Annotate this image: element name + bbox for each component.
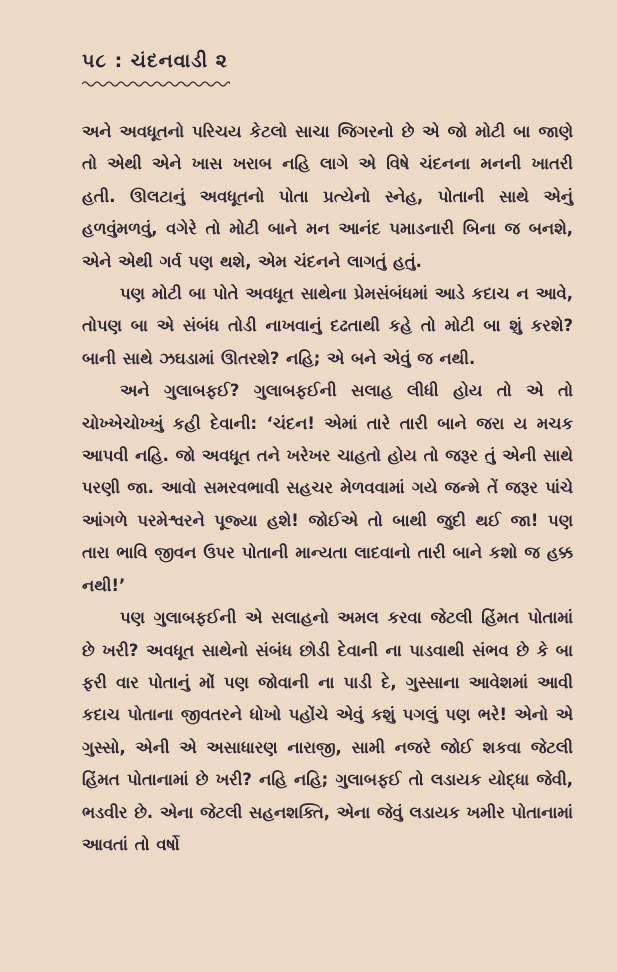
running-head — [82, 48, 573, 74]
header-separator: : — [114, 50, 124, 72]
book-title: ચંદનવાડી ૨ — [130, 50, 228, 72]
page-number: ૫૮ — [82, 50, 107, 72]
paragraph-4: પણ ગુલાબફઈની એ સલાહનો અમલ કરવા જેટલી હિંમત પોતામાં છે ખરી? અવધૂત સાથેનો સંબંધ છોડી દેવાની ના પાડવાથી સંભવ છે કે બા ફરી વાર પોતાનું મોં પણ જોવાની ના પાડી દે, ગુસ્સાના આવેશમાં આવી કદાચ પોતાના જીવતરને ધોખો પહોંચે એવું કશું પગલું પણ ભરે! એનો એ ગુસ્સો, એની એ અસાધારણ નારાજી, સામી નજરે જોઈ શકવા જેટલી હિંમત પોતાનામાં છે ખરી? નહિ નહિ; ગુલાબફઈ તો લડાયક યોદ્ધા જેવી, ભડવીર છે. એના જેટલી સહનશક્તિ, એના જેવું લડાયક ખમીર પોતાનામાં આવતાં તો વર્ષો — [82, 608, 573, 854]
paragraph-1: અને અવધૂતનો પરિચય કેટલો સાચા જિગરનો છે એ જો મોટી બા જાણે તો એથી એને ખાસ ખરાબ નહિ લાગે એ વિષે ચંદનના મનની ખાતરી હતી. ઊલટાનું અવધૂતનો પોતા પ્રત્યેનો સ્નેહ, પોતાની સાથે એનું હળવુંમળવું, વગેરે તો મોટી બાને મન આનંદ પમાડનારી બિના જ બનશે, એને એથી ગર્વ પણ થશે, એમ ચંદનને લાગતું હતું. — [82, 122, 573, 271]
paragraph-2: પણ મોટી બા પોતે અવધૂત સાથેના પ્રેમસંબંધમાં આડે કદાચ ન આવે, તોપણ બા એ સંબંધ તોડી નાખવાનું દઢતાથી કહે તો મોટી બા શું કરશે? બાની સાથે ઝઘડામાં ઊતરશે? નહિ; એ બને એવું જ નથી. — [82, 284, 573, 368]
decorative-wavy-rule — [82, 80, 230, 88]
paragraph-3: અને ગુલાબફઈ? ગુલાબફઈની સલાહ લીધી હોય તો એ તો ચોખ્ખેચોખ્ખું કહી દેવાની: ‘ચંદન! એમાં તારે તારી બાને જરા ય મચક આપવી નહિ. જો અવધૂત તને ખરેખર ચાહતો હોય તો જરૂર તું એની સાથે પરણી જા. આવો સમરવભાવી સહચર મેળવવામાં ગયે જન્મે તેં જરૂર પાંચે આંગળે પરમેશ્વરને પૂજ્યા હશે! જોઈએ તો બાથી જુદી થઈ જા! પણ તારા ભાવિ જીવન ઉપર પોતાની માન્યતા લાદવાનો તારી બાને કશો જ હક્ક નથી!’ — [82, 381, 573, 595]
